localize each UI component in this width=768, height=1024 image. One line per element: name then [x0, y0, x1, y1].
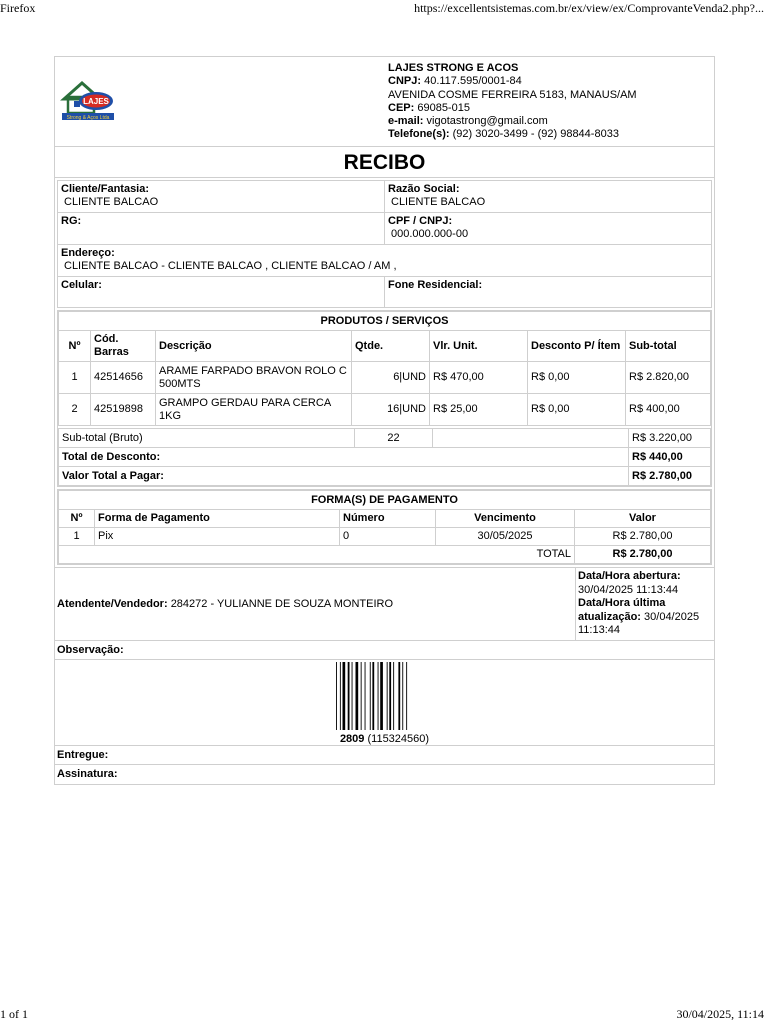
subtotal-bruto-row: Sub-total (Bruto) 22 R$ 3.220,00: [59, 429, 711, 448]
attendant-vendedor: Atendente/Vendedor: 284272 - YULIANNE DE SOUZA MONTEIRO: [55, 568, 576, 640]
company-phones: Telefone(s): (92) 3020-3499 - (92) 98844-8033: [388, 128, 619, 141]
print-footer-datetime: 30/04/2025, 11:14: [676, 1007, 764, 1021]
col-vlr-unit: Vlr. Unit.: [430, 331, 528, 362]
attendant-row: [55, 567, 714, 641]
pay-col-forma: Forma de Pagamento: [95, 510, 340, 528]
valor-total-row: Valor Total a Pagar: R$ 2.780,00: [59, 467, 711, 486]
observacao-label: Observação:: [55, 641, 714, 660]
barcode-icon: [335, 662, 435, 730]
col-qtde: Qtde.: [352, 331, 430, 362]
barcode-text: 2809 (115324560): [339, 732, 430, 745]
entregue-label: Entregue:: [55, 746, 714, 765]
company-address: AVENIDA COSME FERREIRA 5183, MANAUS/AM: [388, 88, 637, 101]
company-cnpj: CNPJ: 40.117.595/0001-84: [388, 75, 522, 88]
attendant-dates: Data/Hora abertura: 30/04/2025 11:13:44 Data/Hora última atualização: 30/04/2025 11:13:44: [578, 570, 700, 636]
document-title: RECIBO: [55, 147, 714, 178]
client-fantasia: Cliente/Fantasia: CLIENTE BALCAO: [61, 183, 159, 208]
client-razao-social: Razão Social: CLIENTE BALCAO: [384, 181, 711, 212]
logo-cell: [55, 57, 386, 146]
col-cod-barras: Cód. Barras: [91, 331, 156, 362]
company-header: [55, 57, 714, 147]
table-row: 1 Pix 0 30/05/2025 R$ 2.780,00: [59, 528, 711, 546]
pay-col-valor: Valor: [575, 510, 711, 528]
print-footer-page: 1 of 1: [0, 1007, 28, 1021]
client-celular: Celular:: [61, 279, 102, 291]
company-email: e-mail: vigotastrong@gmail.com: [388, 115, 548, 128]
col-subtotal: Sub-total: [626, 331, 711, 362]
house-logo-icon: [60, 79, 116, 121]
col-n: Nº: [59, 331, 91, 362]
products-table: [58, 311, 711, 426]
pay-col-numero: Número: [340, 510, 436, 528]
table-row: 2 42519898 GRAMPO GERDAU PARA CERCA 1KG 16|UND R$ 25,00 R$ 0,00 R$ 400,00: [59, 394, 711, 426]
products-totals-table: [58, 428, 711, 486]
barcode-area: [55, 660, 714, 746]
products-box: [57, 310, 712, 487]
payment-title: FORMA(S) DE PAGAMENTO: [59, 491, 711, 510]
logo-text: LAJES: [83, 97, 109, 106]
payment-box: [57, 489, 712, 565]
total-desconto-row: Total de Desconto: R$ 440,00: [59, 448, 711, 467]
payment-table: [58, 490, 711, 564]
payment-total-row: TOTAL R$ 2.780,00: [59, 546, 711, 564]
client-info-box: [57, 180, 712, 308]
assinatura-label: Assinatura:: [57, 767, 118, 780]
company-cep: CEP: 69085-015: [388, 101, 470, 114]
pay-col-n: Nº: [59, 510, 95, 528]
pay-col-vencimento: Vencimento: [436, 510, 575, 528]
company-info: [386, 57, 639, 146]
table-row: 1 42514656 ARAME FARPADO BRAVON ROLO C 500MTS 6|UND R$ 470,00 R$ 0,00 R$ 2.820,00: [59, 362, 711, 394]
print-header-url: https://excellentsistemas.com.br/ex/view/ex/ComprovanteVenda2.php?...: [414, 1, 764, 15]
company-name: LAJES STRONG E ACOS: [388, 62, 519, 74]
client-cpf-cnpj: CPF / CNPJ: 000.000.000-00: [384, 213, 711, 244]
col-descricao: Descrição: [156, 331, 352, 362]
logo-subtext: Strong & Aços Ltda: [66, 115, 110, 121]
print-header-app: Firefox: [0, 1, 36, 15]
receipt-document: [54, 56, 715, 785]
client-endereco: Endereço: CLIENTE BALCAO - CLIENTE BALCAO , CLIENTE BALCAO / AM ,: [61, 247, 397, 272]
col-desconto-item: Desconto P/ Ítem: [528, 331, 626, 362]
products-title: PRODUTOS / SERVIÇOS: [59, 312, 711, 331]
client-fone-residencial: Fone Residencial:: [384, 277, 711, 307]
client-rg: RG:: [61, 215, 82, 227]
